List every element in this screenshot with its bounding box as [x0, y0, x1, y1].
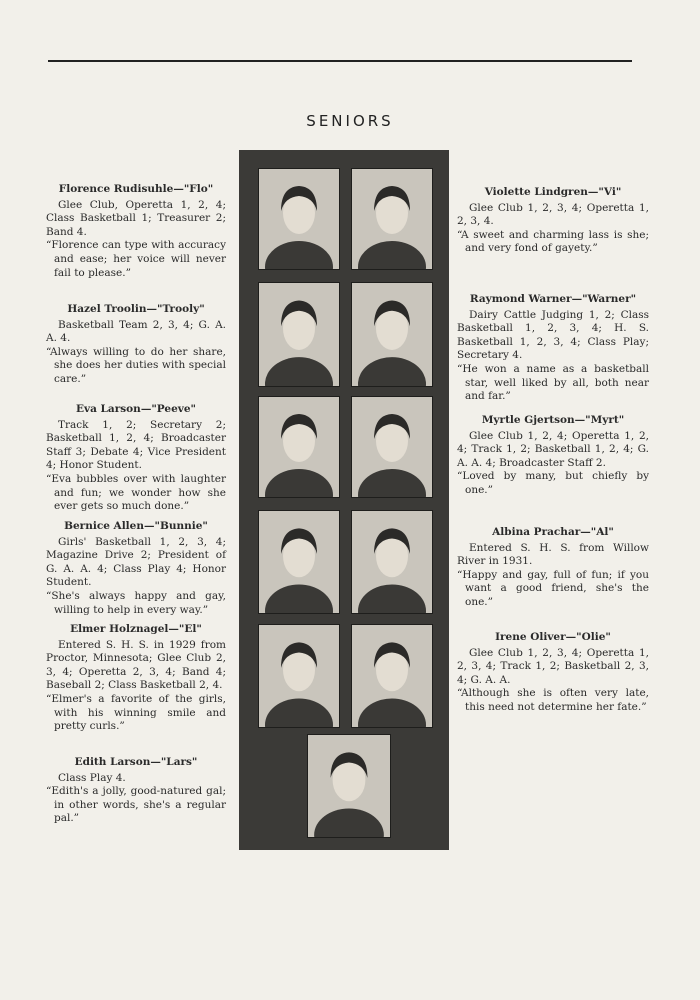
senior-name: Irene Oliver—"Olie" — [495, 631, 611, 643]
portrait-myrtle — [351, 396, 433, 498]
portrait-edith — [307, 734, 391, 838]
senior-activities: Class Play 4. — [58, 771, 126, 784]
senior-quote: “Although she is often very late, this need not determine her fate.” — [457, 687, 649, 713]
portrait-eva — [258, 396, 340, 498]
senior-bio-bernice — [46, 520, 226, 617]
senior-bio-violette — [457, 186, 649, 256]
senior-name: Bernice Allen—"Bunnie" — [64, 520, 208, 532]
senior-activities: Glee Club 1, 2, 3, 4; Operetta 1, 2, 3, 4; Track 1, 2; Basketball 2, 3, 4; G. A. A. — [457, 646, 649, 686]
portrait-albina — [351, 510, 433, 614]
senior-name: Myrtle Gjertson—"Myrt" — [481, 414, 625, 426]
senior-activities: Glee Club 1, 2, 3, 4; Operetta 1, 2, 3, 4. — [457, 201, 649, 228]
senior-quote: “Florence can type with accuracy and ease; her voice will never fail to please.” — [46, 239, 226, 279]
senior-name: Raymond Warner—"Warner" — [469, 293, 637, 305]
portrait-elmer — [258, 624, 340, 728]
senior-quote: “A sweet and charming lass is she; and very fond of gayety.” — [457, 228, 649, 255]
senior-name: Florence Rudisuhle—"Flo" — [58, 183, 214, 195]
senior-bio-albina — [457, 526, 649, 610]
senior-bio-edith — [46, 756, 226, 826]
senior-name: Albina Prachar—"Al" — [492, 526, 614, 538]
senior-quote: “Elmer's a favorite of the girls, with his winning smile and pretty curls.” — [46, 692, 226, 733]
top-rule — [48, 60, 632, 62]
portrait-bernice — [258, 510, 340, 614]
photo-strip — [239, 150, 449, 850]
senior-quote: “He won a name as a basketball star, well liked by all, both near and far.” — [457, 362, 649, 403]
senior-quote: “Edith's a jolly, good-natured gal; in other words, she's a regular pal.” — [46, 785, 226, 825]
senior-activities: Entered S. H. S. from Willow River in 1931. — [457, 541, 649, 568]
senior-name: Edith Larson—"Lars" — [74, 756, 198, 768]
senior-activities: Girls' Basketball 1, 2, 3, 4; Magazine Drive 2; President of G. A. A. 4; Class Play 4; Honor Student. — [46, 535, 226, 589]
senior-quote: “She's always happy and gay, willing to help in every way.” — [46, 589, 226, 616]
senior-name: Elmer Holznagel—"El" — [70, 623, 202, 635]
senior-activities: Entered S. H. S. in 1929 from Proctor, Minnesota; Glee Club 2, 3, 4; Operetta 2, 3, 4; Band 4; Baseball 2; Class Basketball 2, 4. — [46, 638, 226, 692]
senior-bio-raymond — [457, 293, 649, 404]
senior-bio-myrtle — [457, 414, 649, 498]
portrait-violette — [351, 168, 433, 270]
senior-quote: “Happy and gay, full of fun; if you want a good friend, she's the one.” — [457, 568, 649, 608]
senior-activities: Glee Club, Operetta 1, 2, 4; Class Basketball 1; Treasurer 2; Band 4. — [46, 198, 226, 238]
senior-quote: “Loved by many, but chiefly by one.” — [457, 470, 649, 496]
portrait-raymond — [351, 282, 433, 387]
senior-quote: “Always willing to do her share, she does her duties with special care.” — [46, 345, 226, 385]
senior-activities: Glee Club 1, 2, 4; Operetta 1, 2, 4; Track 1, 2; Basketball 1, 2, 4; G. A. A. 4; Broadcaster Staff 2. — [457, 429, 649, 469]
senior-activities: Basketball Team 2, 3, 4; G. A. A. 4. — [46, 318, 226, 345]
senior-name: Violette Lindgren—"Vi" — [484, 186, 622, 198]
portrait-florence — [258, 168, 340, 270]
page-title: SENIORS — [306, 112, 394, 130]
senior-quote: “Eva bubbles over with laughter and fun; we wonder how she ever gets so much done.” — [46, 472, 226, 513]
senior-activities: Dairy Cattle Judging 1, 2; Class Basketball 1, 2, 3, 4; H. S. Basketball 1, 2, 3, 4; Class Play; Secretary 4. — [457, 308, 649, 362]
senior-bio-florence — [46, 183, 226, 280]
senior-bio-hazel — [46, 303, 226, 387]
portrait-hazel — [258, 282, 340, 387]
senior-name: Eva Larson—"Peeve" — [75, 403, 197, 415]
senior-activities: Track 1, 2; Secretary 2; Basketball 1, 2, 4; Broadcaster Staff 3; Debate 4; Vice President 4; Honor Student. — [46, 418, 226, 472]
portrait-irene — [351, 624, 433, 728]
senior-bio-elmer — [46, 623, 226, 734]
senior-bio-irene — [457, 631, 649, 715]
senior-bio-eva — [46, 403, 226, 514]
senior-name: Hazel Troolin—"Trooly" — [67, 303, 205, 315]
